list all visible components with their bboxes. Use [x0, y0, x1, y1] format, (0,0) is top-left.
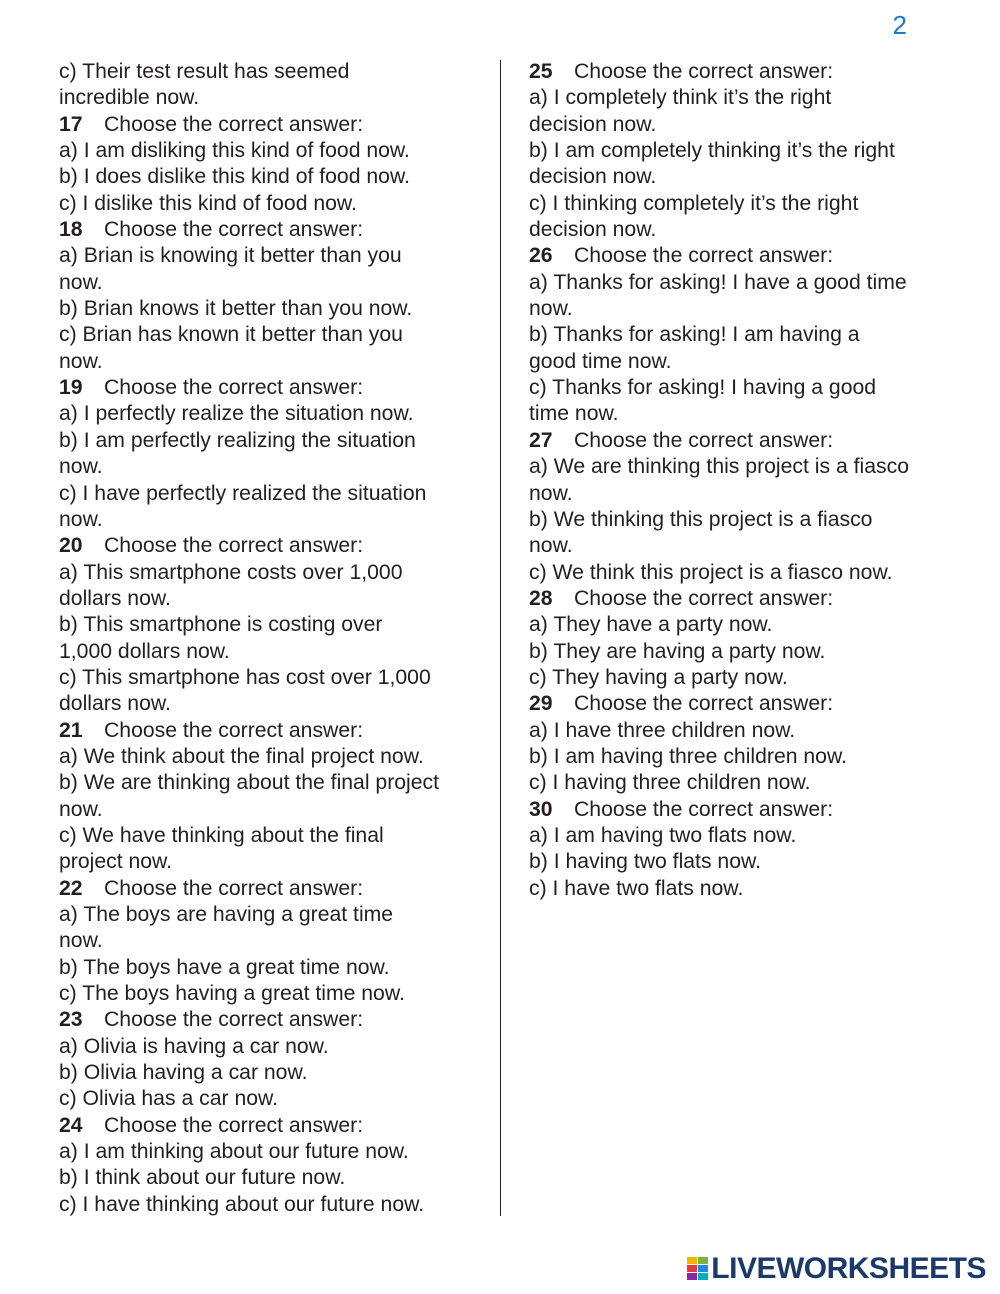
question-number: 23	[59, 1008, 83, 1032]
answer-option-line: b) Brian knows it better than you now.	[59, 297, 413, 321]
question-number: 19	[59, 376, 83, 400]
answer-option-line: b) I think about our future now.	[59, 1166, 346, 1190]
answer-option-line: b) We thinking this project is a fiasco	[529, 507, 873, 531]
answer-option-line: b) The boys have a great time now.	[59, 955, 390, 979]
answer-option-line: c) I have two flats now.	[529, 876, 744, 900]
answer-option-line: a) I am disliking this kind of food now.	[59, 139, 410, 163]
answer-option-line: a) The boys are having a great time	[59, 903, 394, 926]
question-header	[59, 1113, 484, 1139]
answer-option-line: a) Brian is knowing it better than you	[59, 244, 402, 268]
answer-option-line: c) We think this project is a fiasco now.	[529, 560, 893, 584]
question-header	[529, 797, 969, 823]
question-number: 28	[529, 586, 553, 610]
answer-option-line: now.	[59, 929, 103, 953]
question-header	[529, 243, 969, 269]
question-number: 20	[59, 534, 83, 558]
answer-option-line: a) Thanks for asking! I have a good time	[529, 270, 907, 294]
answer-option-line: now.	[529, 534, 573, 558]
answer-option-line: now.	[59, 349, 103, 373]
question-header	[529, 586, 969, 612]
answer-option-line: b) They are having a party now.	[529, 639, 826, 663]
answer-option-line: a) We are thinking this project is a fiasco	[529, 455, 909, 479]
question-number: 21	[59, 718, 83, 742]
question-prompt: Choose the correct answer:	[104, 1008, 364, 1032]
answer-option-line: b) I am completely thinking it’s the right	[529, 139, 895, 163]
question-number: 24	[59, 1113, 83, 1137]
question-number: 30	[529, 797, 553, 821]
answer-option-line: b) This smartphone is costing over	[59, 613, 383, 637]
question-header	[59, 876, 484, 902]
answer-option-line: time now.	[529, 402, 619, 426]
answer-option-line: c) The boys having a great time now.	[59, 982, 405, 1006]
answer-option-line: b) I having two flats now.	[529, 850, 762, 874]
question-header	[59, 718, 484, 744]
question-number: 22	[59, 876, 83, 900]
question-number: 26	[529, 244, 553, 268]
answer-option-line: now.	[59, 270, 103, 294]
question-prompt: Choose the correct answer:	[104, 534, 364, 558]
answer-option-line: a) I am thinking about our future now.	[59, 1140, 409, 1164]
answer-option-line: dollars now.	[59, 586, 171, 610]
question-prompt: Choose the correct answer:	[104, 112, 364, 136]
answer-option-line: c) I dislike this kind of food now.	[59, 191, 357, 215]
answer-option-line: now.	[59, 797, 103, 821]
answer-option-line: a) I am having two flats now.	[529, 823, 797, 847]
answer-option-line: a) Olivia is having a car now.	[59, 1034, 329, 1058]
answer-option-line: b) We are thinking about the final project	[59, 771, 440, 795]
page-number: 2	[892, 10, 907, 40]
answer-option-line: b) I am having three children now.	[529, 744, 847, 768]
answer-option-line: c) They having a party now.	[529, 665, 788, 689]
question-number: 27	[529, 428, 553, 452]
question-prompt: Choose the correct answer:	[104, 876, 364, 900]
question-prompt: Choose the correct answer:	[574, 692, 834, 716]
answer-option-line: decision now.	[529, 112, 657, 136]
answer-option-line: dollars now.	[59, 692, 171, 716]
question-header	[59, 217, 484, 243]
answer-option-line: project now.	[59, 850, 173, 874]
left-column	[59, 59, 484, 1218]
answer-option-line: c) This smartphone has cost over 1,000	[59, 665, 431, 689]
column-divider	[500, 60, 501, 1216]
answer-option-line: incredible now.	[59, 86, 200, 110]
question-header	[59, 375, 484, 401]
liveworksheets-logo-icon	[687, 1257, 709, 1281]
answer-option-line: c) We have thinking about the final	[59, 823, 384, 847]
question-prompt: Choose the correct answer:	[574, 428, 834, 452]
question-number: 29	[529, 692, 553, 716]
answer-option-line: 1,000 dollars now.	[59, 639, 230, 663]
question-number: 17	[59, 112, 83, 136]
answer-option-line: b) I am perfectly realizing the situation	[59, 428, 416, 452]
question-prompt: Choose the correct answer:	[574, 244, 834, 268]
answer-option-line: c) I having three children now.	[529, 771, 811, 795]
answer-option-line: now.	[59, 507, 103, 531]
answer-option-line: c) I have perfectly realized the situation	[59, 481, 427, 505]
answer-option-line: a) I perfectly realize the situation now.	[59, 402, 414, 426]
question-prompt: Choose the correct answer:	[104, 1113, 364, 1137]
question-header	[529, 691, 969, 717]
question-prompt: Choose the correct answer:	[104, 376, 364, 400]
answer-option-line: c) Olivia has a car now.	[59, 1087, 279, 1111]
question-number: 25	[529, 60, 553, 83]
answer-option-line: c) I have thinking about our future now.	[59, 1192, 425, 1216]
question-header	[59, 533, 484, 559]
answer-option-line: c) I thinking completely it’s the right	[529, 191, 859, 215]
answer-option-line: decision now.	[529, 218, 657, 242]
answer-option-line: a) I have three children now.	[529, 718, 796, 742]
question-header	[59, 1007, 484, 1033]
liveworksheets-logo[interactable]	[687, 1253, 986, 1285]
question-header	[529, 428, 969, 454]
answer-option-line: a) We think about the final project now.	[59, 744, 424, 768]
answer-option-line: c) Brian has known it better than you	[59, 323, 403, 347]
question-prompt: Choose the correct answer:	[104, 218, 364, 242]
answer-option-line: a) They have a party now.	[529, 613, 773, 637]
question-number: 18	[59, 218, 83, 242]
answer-option-line: c) Their test result has seemed	[59, 60, 350, 83]
answer-option-line: b) Thanks for asking! I am having a	[529, 323, 860, 347]
answer-option-line: a) This smartphone costs over 1,000	[59, 560, 403, 584]
answer-option-line: c) Thanks for asking! I having a good	[529, 376, 877, 400]
right-column	[529, 59, 969, 902]
answer-option-line: b) I does dislike this kind of food now.	[59, 165, 410, 189]
answer-option-line: b) Olivia having a car now.	[59, 1061, 308, 1085]
answer-option-line: now.	[59, 455, 103, 479]
question-prompt: Choose the correct answer:	[104, 718, 364, 742]
question-prompt: Choose the correct answer:	[574, 797, 834, 821]
question-header	[59, 112, 484, 138]
answer-option-line: now.	[529, 481, 573, 505]
answer-option-line: now.	[529, 297, 573, 321]
logo-text: LIVEWORKSHEETS	[711, 1252, 986, 1285]
question-header	[529, 59, 969, 85]
question-prompt: Choose the correct answer:	[574, 586, 834, 610]
question-prompt: Choose the correct answer:	[574, 60, 834, 83]
answer-option-line: good time now.	[529, 349, 672, 373]
answer-option-line: a) I completely think it’s the right	[529, 86, 832, 110]
answer-option-line: decision now.	[529, 165, 657, 189]
